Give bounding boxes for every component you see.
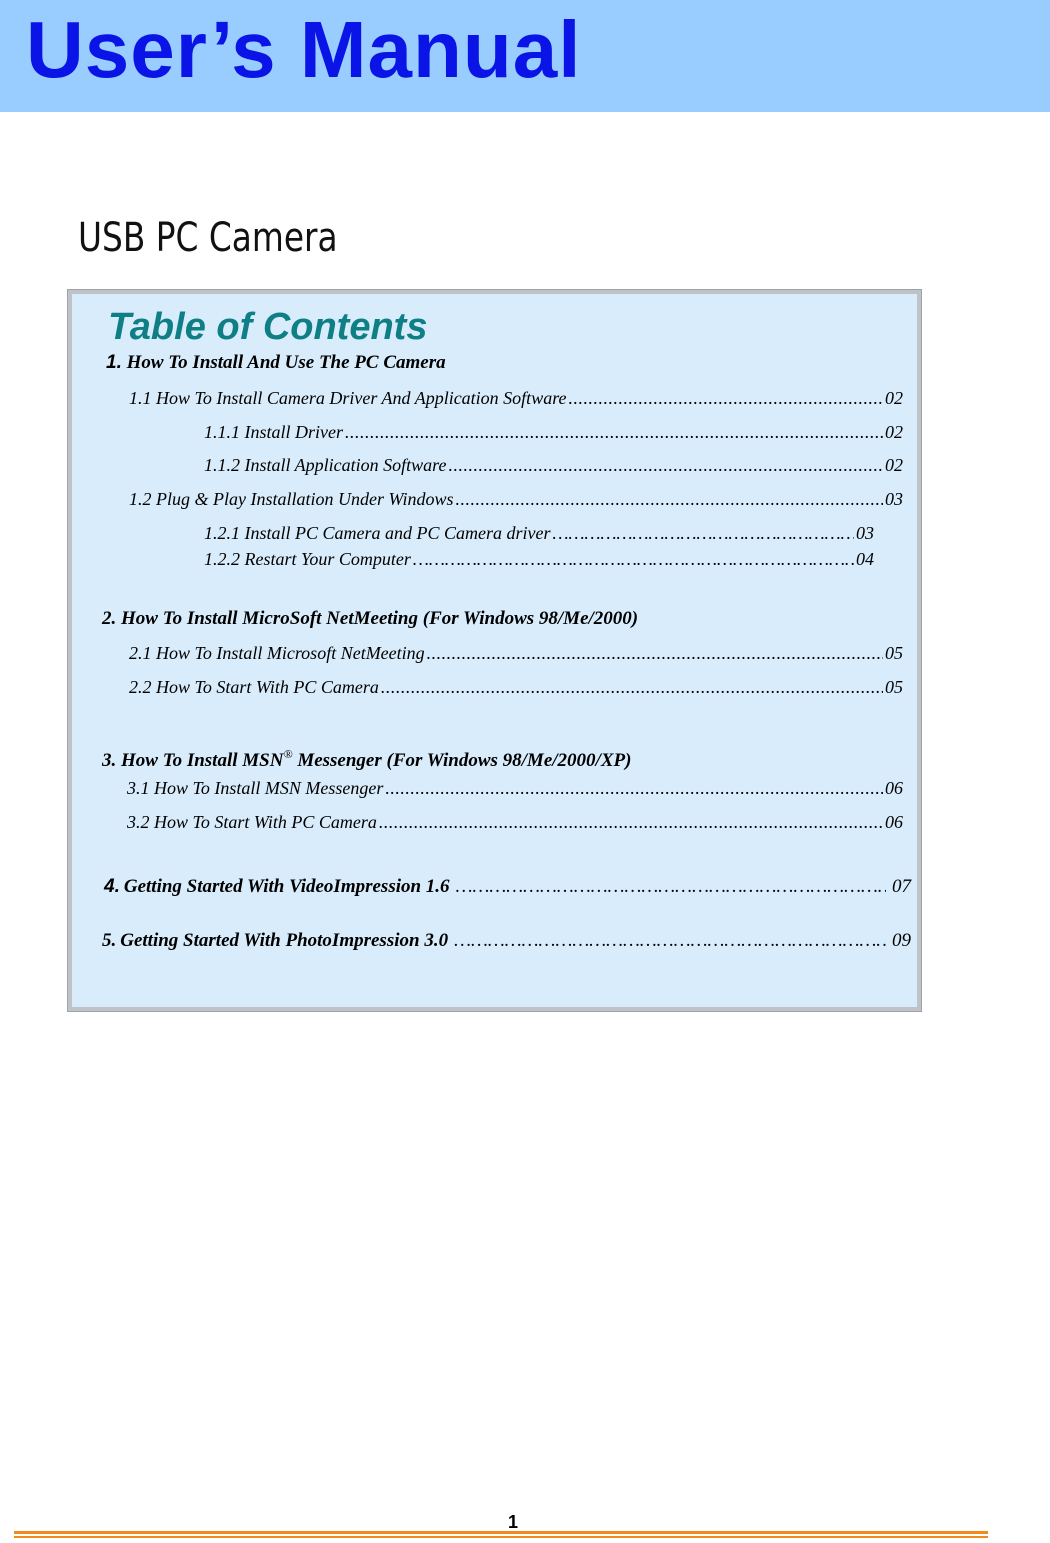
toc-entry[interactable]: 1.1 How To Install Camera Driver And Application Software . . . 02	[129, 387, 903, 409]
toc-entry[interactable]: 1.2.1 Install PC Camera and PC Camera driver ………………………………………………………………………………………………………………………… 03	[204, 522, 874, 544]
toc-entry[interactable]: 1.2 Plug & Play Installation Under Windows . . . 03	[129, 488, 903, 510]
toc-entry[interactable]: 1.1.1 Install Driver . . . 02	[204, 421, 903, 443]
toc-section-1[interactable]: 1. How To Install And Use The PC Camera	[106, 352, 446, 373]
toc-title: Table of Contents	[108, 306, 428, 348]
toc-section-4[interactable]: 4. Getting Started With VideoImpression 1.6 ………………………………………………………………………………………………………………………… 07	[104, 876, 911, 898]
page-number: 1	[508, 1512, 519, 1532]
footer-rule	[14, 1531, 988, 1538]
registered-mark: ®	[283, 747, 293, 761]
toc-entry[interactable]: 2.1 How To Install Microsoft NetMeeting . . . 05	[129, 642, 903, 664]
toc-section-3[interactable]: 3. How To Install MSN® Messenger (For Windows 98/Me/2000/XP)	[102, 747, 632, 771]
header-banner	[0, 0, 1050, 112]
toc-entry[interactable]: 1.2.2 Restart Your Computer ………………………………………………………………………………………………………………………… 04	[204, 548, 874, 570]
toc-entry[interactable]: 1.1.2 Install Application Software . . . 02	[204, 454, 903, 476]
toc-entry[interactable]: 2.2 How To Start With PC Camera . . . 05	[129, 676, 903, 698]
table-of-contents	[68, 290, 921, 1011]
toc-section-5[interactable]: 5. Getting Started With PhotoImpression 3.0 ………………………………………………………………………………………………………………………… 09	[102, 930, 911, 952]
toc-section-2[interactable]: 2. How To Install MicroSoft NetMeeting (For Windows 98/Me/2000)	[102, 608, 639, 629]
product-subtitle: USB PC Camera	[78, 215, 338, 261]
toc-entry[interactable]: 3.1 How To Install MSN Messenger . . . 06	[127, 777, 903, 799]
manual-title: User’s Manual	[26, 5, 582, 94]
toc-entry[interactable]: 3.2 How To Start With PC Camera . . . 06	[127, 811, 903, 833]
